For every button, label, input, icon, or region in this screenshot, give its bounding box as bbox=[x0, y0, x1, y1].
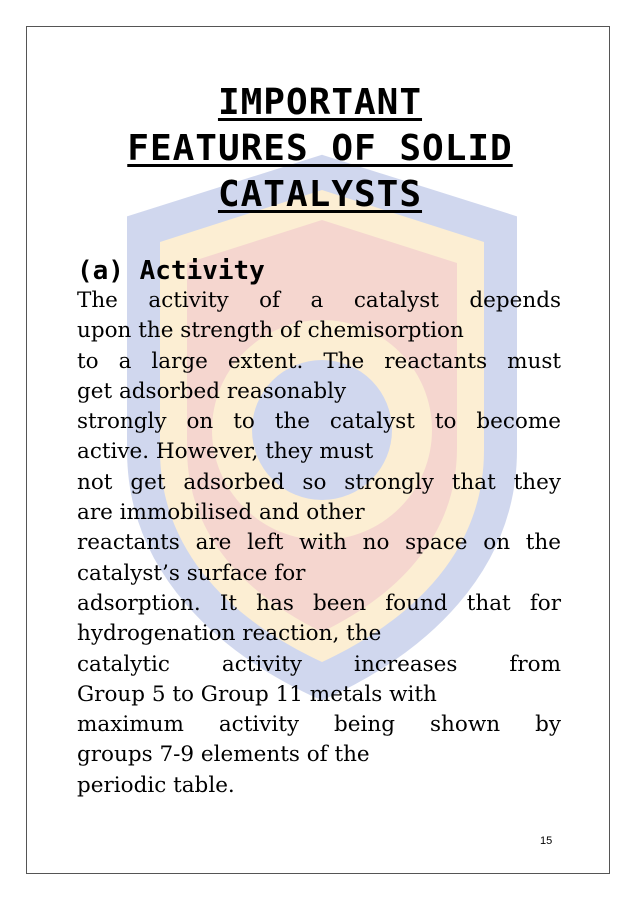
body-paragraph bbox=[77, 286, 561, 801]
paragraph-line: are immobilised and other bbox=[77, 500, 365, 526]
paragraph-line: to a large extent. The reactants must bbox=[77, 348, 561, 374]
paragraph-line: not get adsorbed so strongly that they bbox=[77, 469, 561, 495]
paragraph-line: reactants are left with no space on the bbox=[77, 530, 561, 556]
title-line: IMPORTANT bbox=[217, 82, 423, 123]
paragraph-line: Group 5 to Group 11 metals with bbox=[77, 681, 437, 707]
paragraph-line: periodic table. bbox=[77, 772, 235, 798]
paragraph-line: adsorption. It has been found that for bbox=[77, 590, 561, 616]
paragraph-line: get adsorbed reasonably bbox=[77, 378, 347, 404]
paragraph-line: maximum activity being shown by bbox=[77, 712, 561, 738]
paragraph-line: The activity of a catalyst depends bbox=[77, 288, 561, 313]
page-number: 15 bbox=[540, 835, 553, 847]
paragraph-line: catalyst’s surface for bbox=[77, 560, 306, 586]
title-line: CATALYSTS bbox=[217, 174, 423, 215]
document-title bbox=[60, 80, 580, 218]
title-line: FEATURES OF SOLID bbox=[127, 128, 513, 169]
paragraph-line: groups 7-9 elements of the bbox=[77, 742, 370, 768]
paragraph-line: catalytic activity increases from bbox=[77, 651, 561, 677]
paragraph-line: active. However, they must bbox=[77, 439, 374, 465]
paragraph-line: hydrogenation reaction, the bbox=[77, 621, 382, 647]
paragraph-line: upon the strength of chemisorption bbox=[77, 318, 464, 344]
paragraph-line: strongly on to the catalyst to become bbox=[77, 409, 561, 435]
section-heading: (a) Activity bbox=[77, 256, 265, 286]
